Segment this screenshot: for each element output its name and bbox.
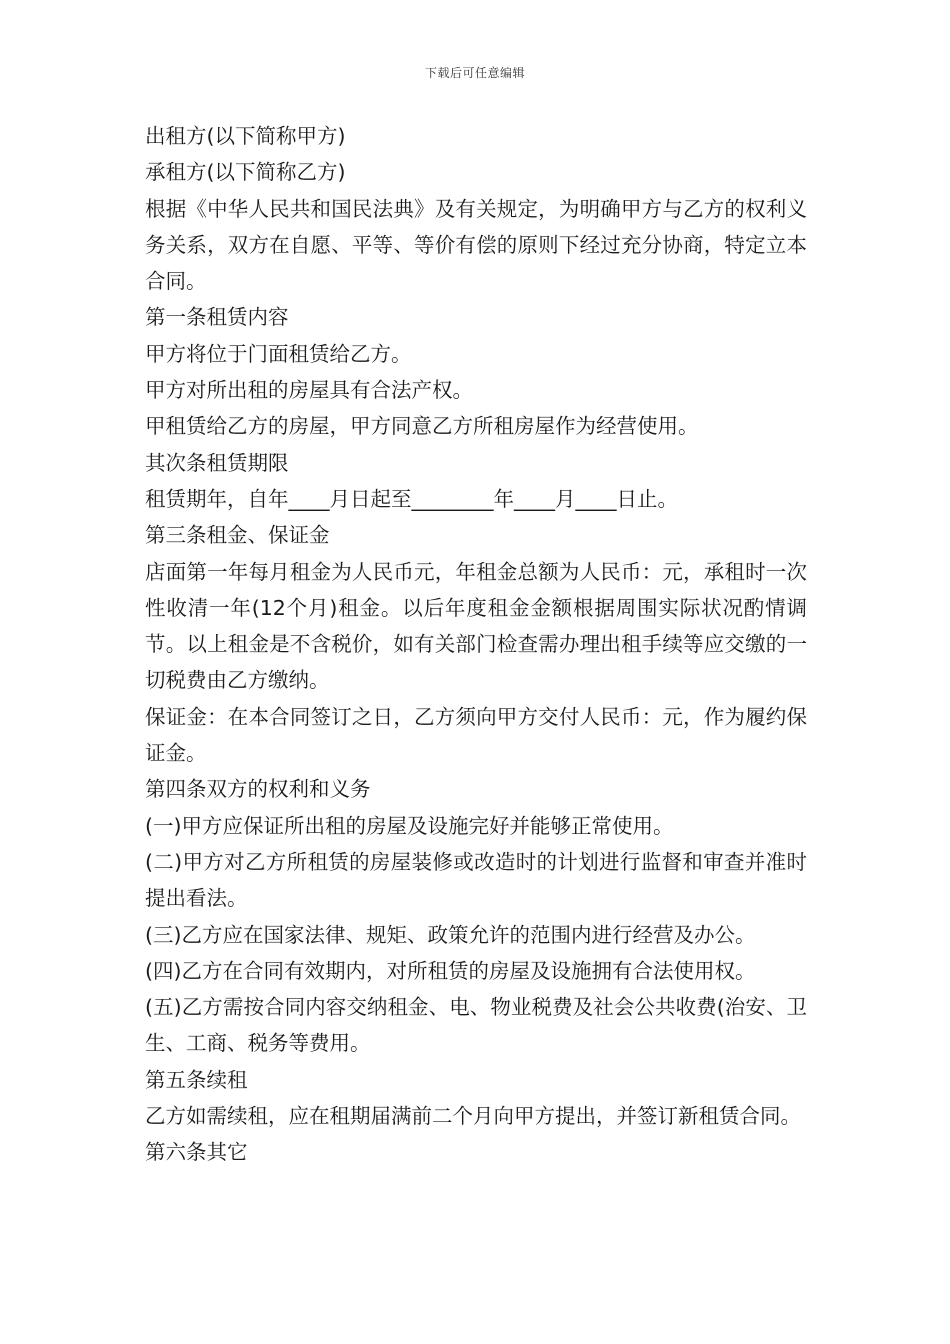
article-4-item-5: (五)乙方需按合同内容交纳租金、电、物业税费及社会公共收费(治安、卫生、工商、税务等费用。	[145, 995, 807, 1056]
article-4-item-1: (一)甲方应保证所出租的房屋及设施完好并能够正常使用。	[145, 813, 674, 838]
article-2-clause-1: 租赁期年，自年____月日起至________年____月____日止。	[145, 486, 678, 511]
header-note: 下载后可任意编辑	[424, 66, 525, 80]
party-b-line: 承租方(以下简称乙方)	[145, 160, 346, 185]
article-4-item-4: (四)乙方在合同有效期内，对所租赁的房屋及设施拥有合法使用权。	[145, 958, 756, 983]
article-1-clause-1: 甲方将位于门面租赁给乙方。	[145, 341, 412, 366]
preamble-paragraph: 根据《中华人民共和国民法典》及有关规定，为明确甲方与乙方的权利义务关系，双方在自愿、平等、等价有偿的原则下经过充分协商，特定立本合同。	[145, 196, 807, 294]
article-3-clause-2: 保证金：在本合同签订之日，乙方须向甲方交付人民币：元，作为履约保证金。	[145, 704, 807, 766]
article-5-clause-1: 乙方如需续租，应在租期届满前二个月向甲方提出，并签订新租赁合同。	[145, 1104, 801, 1129]
contract-body	[145, 118, 807, 1171]
article-5-heading: 第五条续租	[145, 1067, 248, 1092]
article-3-heading: 第三条租金、保证金	[145, 523, 330, 548]
article-1-heading: 第一条租赁内容	[145, 305, 289, 330]
article-6-heading: 第六条其它	[145, 1140, 248, 1165]
party-a-line: 出租方(以下简称甲方)	[145, 124, 346, 148]
article-1-clause-3: 甲租赁给乙方的房屋，甲方同意乙方所租房屋作为经营使用。	[145, 414, 699, 439]
article-1-clause-2: 甲方对所出租的房屋具有合法产权。	[145, 378, 473, 403]
article-3-clause-1: 店面第一年每月租金为人民币元，年租金总额为人民币：元，承租时一次性收清一年(12个月)租金。以后年度租金金额根据周围实际状况酌情调节。以上租金是不含税价，如有关部门检查需办理出租手续等应交缴的一切税费由乙方缴纳。	[145, 559, 807, 693]
article-4-item-2: (二)甲方对乙方所租赁的房屋装修或改造时的计划进行监督和审查并准时提出看法。	[145, 849, 807, 911]
article-4-item-3: (三)乙方应在国家法律、规矩、政策允许的范围内进行经营及办公。	[145, 922, 756, 947]
article-2-heading: 其次条租赁期限	[145, 450, 289, 475]
article-4-heading: 第四条双方的权利和义务	[145, 777, 371, 802]
